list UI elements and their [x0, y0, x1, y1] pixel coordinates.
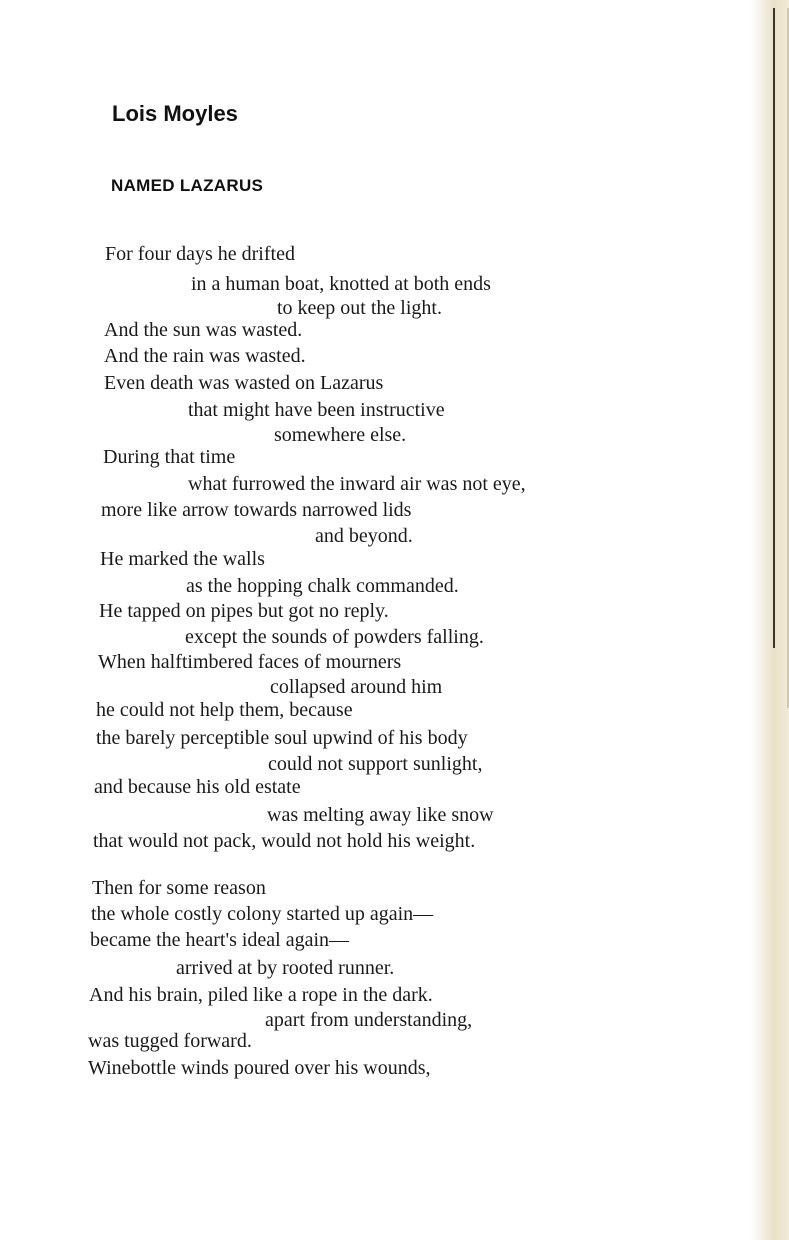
- poem-line: what furrowed the inward air was not eye,: [188, 473, 526, 495]
- poem-line: the whole costly colony started up again—: [91, 903, 434, 925]
- poem-line: and because his old estate: [94, 776, 301, 798]
- poem-line: was tugged forward.: [88, 1030, 252, 1052]
- poem-line: in a human boat, knotted at both ends: [191, 273, 491, 295]
- poem-line: that might have been instructive: [188, 399, 445, 421]
- poem-line: arrived at by rooted runner.: [176, 957, 395, 979]
- poem-line: Then for some reason: [92, 877, 266, 899]
- poem-line: Even death was wasted on Lazarus: [104, 372, 384, 394]
- poem-line: was melting away like snow: [267, 804, 494, 826]
- poem-line: And the rain was wasted.: [104, 345, 306, 367]
- poem-title: NAMED LAZARUS: [111, 176, 264, 195]
- poem-line: as the hopping chalk commanded.: [186, 575, 459, 597]
- poem-line: more like arrow towards narrowed lids: [101, 499, 412, 521]
- poem-line: Winebottle winds poured over his wounds,: [88, 1057, 431, 1079]
- poem-line: somewhere else.: [274, 424, 407, 446]
- poem-line: And the sun was wasted.: [104, 319, 303, 341]
- poem-line: the barely perceptible soul upwind of his body: [96, 727, 468, 749]
- poem-line: to keep out the light.: [277, 297, 442, 319]
- poem-line: During that time: [103, 446, 236, 468]
- poem-line: that would not pack, would not hold his weight.: [93, 830, 476, 852]
- spine-fold-line: [773, 8, 775, 648]
- poem-line: could not support sunlight,: [268, 753, 483, 775]
- poem-line: He marked the walls: [100, 548, 265, 570]
- poem-line: And his brain, piled like a rope in the dark.: [89, 984, 433, 1006]
- poem-line: except the sounds of powders falling.: [185, 626, 484, 648]
- poem-line: For four days he drifted: [105, 243, 295, 265]
- poem-line: When halftimbered faces of mourners: [98, 651, 402, 673]
- poem-line: and beyond.: [315, 525, 413, 547]
- poem-line: apart from understanding,: [265, 1009, 473, 1031]
- book-spine: [751, 0, 789, 1240]
- poem-line: collapsed around him: [270, 676, 443, 698]
- poem-line: He tapped on pipes but got no reply.: [99, 600, 389, 622]
- poem-line: he could not help them, because: [96, 699, 353, 721]
- author-name: Lois Moyles: [112, 101, 238, 126]
- poem-line: became the heart's ideal again—: [90, 929, 350, 951]
